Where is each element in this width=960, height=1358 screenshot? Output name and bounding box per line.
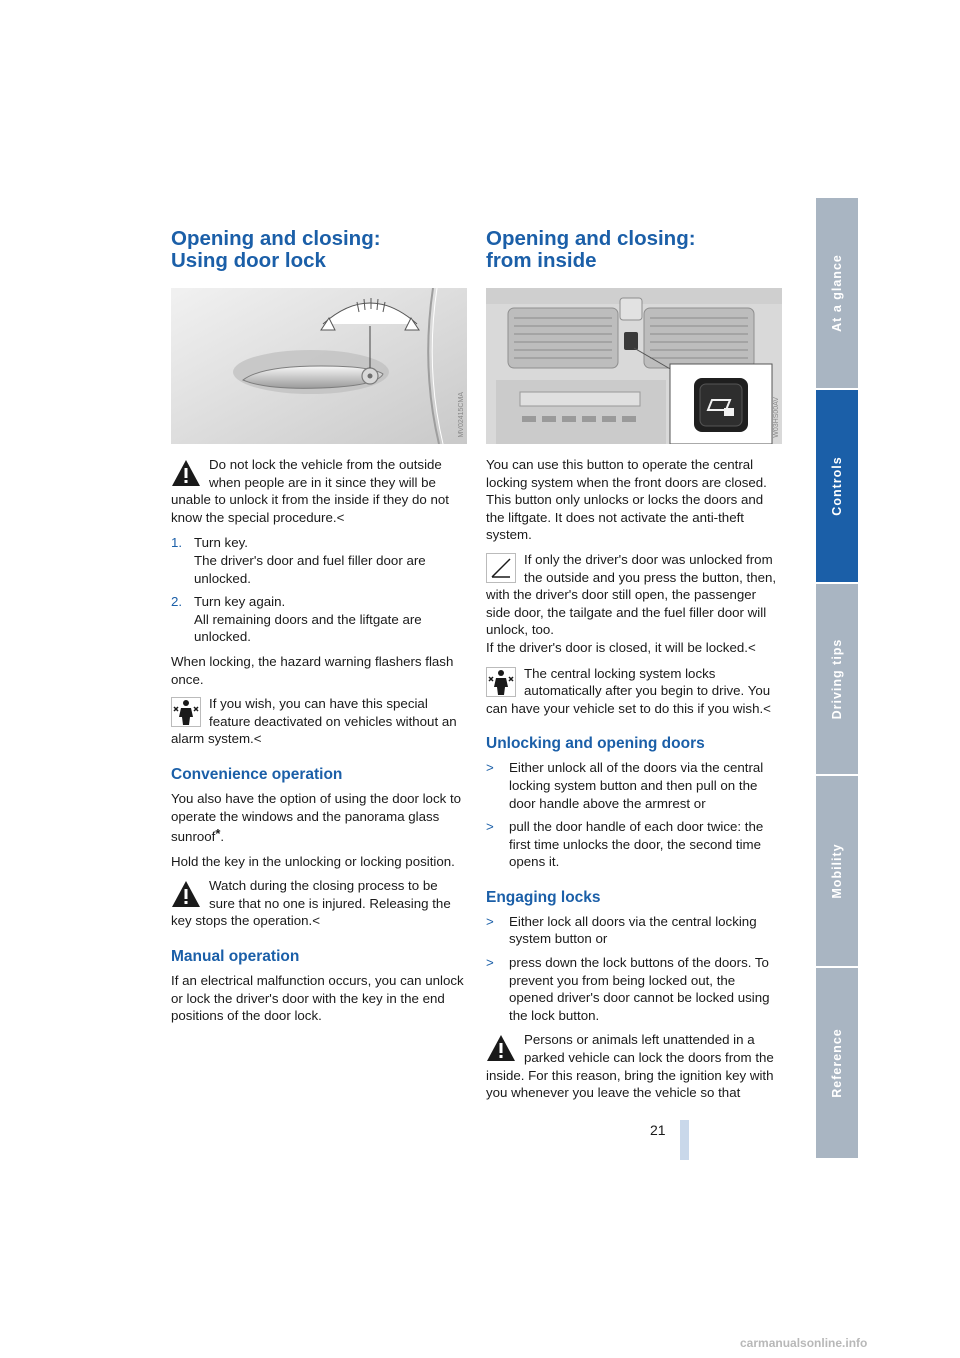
list-item: > Either lock all doors via the central locking system button or (486, 913, 757, 947)
paragraph: You can use this button to operate the central locking system when the front doors are closed. This button only unlocks or locks the doors and the liftgate. It does not activate the anti-theft system. (486, 457, 767, 543)
tab-at-a-glance[interactable]: At a glance (816, 198, 858, 390)
list-item: > pull the door handle of each door twice: the first time unlocks the door, the second time opens it. (486, 819, 764, 870)
tab-controls[interactable]: Controls (816, 390, 858, 584)
watermark: carmanualsonline.info (740, 1336, 868, 1350)
figure-code: W03HS00AV (773, 397, 780, 438)
list-item: > Either unlock all of the doors via the central locking system button and then pull on the door handle above the armrest or (486, 760, 764, 811)
turn-key-steps (171, 534, 467, 646)
section-title-from-inside: Opening and closing: from inside (486, 227, 696, 272)
tip-note: If you wish, you can have this special feature deactivated on vehicles without an alarm system.< (171, 696, 457, 747)
warning-triangle-icon (171, 458, 201, 488)
warning-note: Watch during the closing process to be sure that no one is injured. Releasing the key stops the operation.< (171, 878, 451, 929)
tab-mobility[interactable]: Mobility (816, 776, 858, 968)
page-number: 21 (650, 1122, 666, 1138)
service-person-icon (486, 667, 516, 697)
warning-triangle-icon (486, 1033, 516, 1063)
paragraph: If an electrical malfunction occurs, you can unlock or lock the driver's door with the key in the end positions of the door lock. (171, 973, 464, 1024)
figure-code: MV02415CMA (458, 392, 465, 438)
unlock-list (486, 759, 782, 871)
warning-note: Do not lock the vehicle from the outside when people are in it since they will be unable to unlock it from the inside if they do not know the special procedure.< (171, 457, 449, 525)
heading-manual-operation: Manual operation (171, 948, 300, 966)
list-item: 2. Turn key again. All remaining doors and the liftgate are unlocked. (171, 594, 422, 645)
paragraph: You also have the option of using the door lock to operate the windows and the panorama glass sunroof*. (171, 790, 462, 845)
left-column (171, 228, 467, 1032)
paragraph: When locking, the hazard warning flashers flash once. (171, 653, 454, 687)
heading-engaging-locks: Engaging locks (486, 888, 601, 906)
door-handle-figure (171, 288, 467, 444)
service-person-icon (171, 697, 201, 727)
warning-note: Persons or animals left unattended in a parked vehicle can lock the doors from the inside. For this reason, bring the ignition key with you whenever you leave the vehicle so that (486, 1032, 774, 1101)
info-note: If only the driver's door was unlocked from the outside and you press the button, then, with the driver's door still open, the passenger side door, the tailgate and the fuel filler door will unlock, too. If the driver's door is closed, it will be locked.< (486, 551, 777, 655)
tip-note: The central locking system locks automatically after you begin to drive. You can have your vehicle set to do this if you wish.< (486, 665, 771, 716)
note-arrow-icon (486, 553, 516, 583)
section-title-door-lock: Opening and closing: Using door lock (171, 227, 381, 272)
engage-list (486, 913, 782, 1025)
warning-triangle-icon (171, 879, 201, 909)
page-marker-bar (680, 1120, 689, 1160)
tab-driving-tips[interactable]: Driving tips (816, 584, 858, 776)
list-item: 1. Turn key. The driver's door and fuel filler door are unlocked. (171, 535, 426, 586)
list-item: > press down the lock buttons of the doors. To prevent you from being locked out, the opened driver's door cannot be locked using the lock button. (486, 955, 770, 1023)
central-locking-figure (486, 288, 782, 444)
dashboard-button-illustration (486, 288, 782, 444)
paragraph: Hold the key in the unlocking or locking position. (171, 853, 455, 869)
chapter-tabs (816, 198, 858, 1160)
heading-unlocking-opening-doors: Unlocking and opening doors (486, 735, 705, 753)
tab-reference[interactable]: Reference (816, 968, 858, 1160)
right-column (486, 228, 782, 1110)
heading-convenience-operation: Convenience operation (171, 765, 343, 783)
door-handle-illustration (171, 288, 467, 444)
